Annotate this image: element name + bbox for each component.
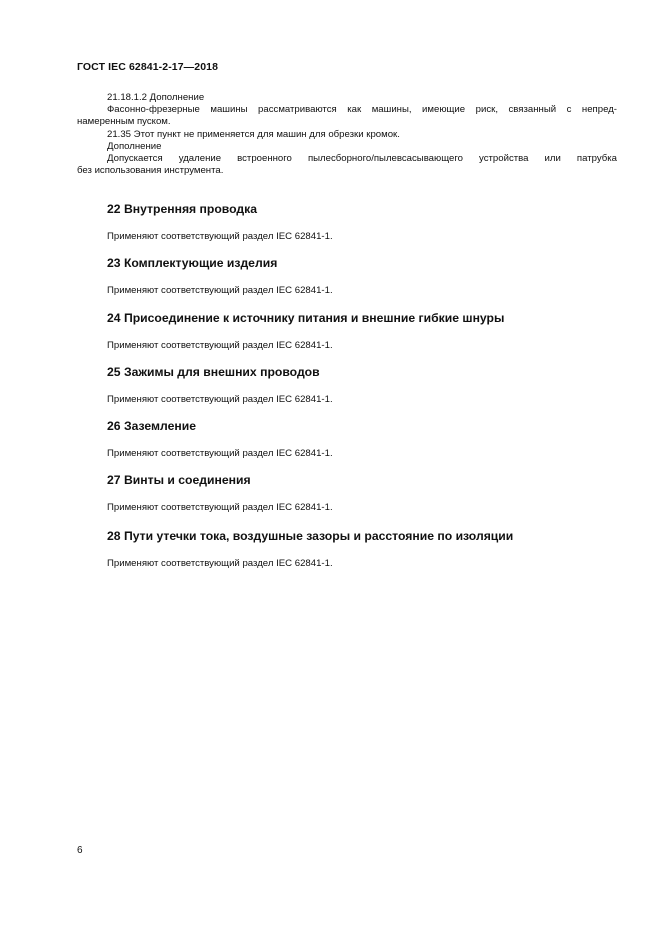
section-27-title: 27 Винты и соединения	[107, 473, 251, 487]
intro-block	[77, 92, 617, 177]
clause-21-18-1-2-heading: 21.18.1.2 Дополнение	[107, 92, 205, 103]
section-25-title: 25 Зажимы для внешних проводов	[107, 365, 320, 379]
clause-21-35-addition-text-line2: без использования инструмента.	[77, 165, 224, 177]
section-28	[107, 529, 627, 570]
clause-21-18-1-2-text-line1: Фасонно-фрезерные машины рассматриваются как машины, имеющие риск, связанный с непред-	[107, 104, 617, 116]
section-26-text: Применяют соответствующий раздел IEC 62841-1.	[107, 448, 333, 459]
section-24	[107, 311, 627, 352]
page-number: 6	[77, 845, 83, 856]
section-23-title: 23 Комплектующие изделия	[107, 256, 278, 270]
section-28-text: Применяют соответствующий раздел IEC 62841-1.	[107, 558, 333, 569]
clause-21-18-1-2-text-line2: намеренным пуском.	[77, 116, 171, 128]
clause-21-35-addition-heading: Дополнение	[107, 140, 162, 152]
clause-21-35-addition-text-line1: Допускается удаление встроенного пылесборного/пылевсасывающего устройства или патрубка	[107, 153, 617, 165]
section-22	[107, 202, 627, 243]
section-25-text: Применяют соответствующий раздел IEC 62841-1.	[107, 394, 333, 405]
section-28-title: 28 Пути утечки тока, воздушные зазоры и расстояние по изоляции	[107, 529, 514, 543]
section-22-title: 22 Внутренняя проводка	[107, 202, 258, 216]
clause-21-35-text: 21.35 Этот пункт не применяется для машин для обрезки кромок.	[107, 128, 400, 140]
section-23	[107, 256, 627, 297]
section-27	[107, 473, 627, 514]
section-22-text: Применяют соответствующий раздел IEC 62841-1.	[107, 231, 333, 242]
section-26-title: 26 Заземление	[107, 419, 197, 433]
document-code-header: ГОСТ IEC 62841-2-17—2018	[77, 61, 219, 73]
section-26	[107, 419, 627, 460]
section-27-text: Применяют соответствующий раздел IEC 62841-1.	[107, 502, 333, 513]
section-24-title: 24 Присоединение к источнику питания и внешние гибкие шнуры	[107, 311, 505, 325]
section-23-text: Применяют соответствующий раздел IEC 62841-1.	[107, 285, 333, 296]
section-25	[107, 365, 627, 406]
section-24-text: Применяют соответствующий раздел IEC 62841-1.	[107, 340, 333, 351]
